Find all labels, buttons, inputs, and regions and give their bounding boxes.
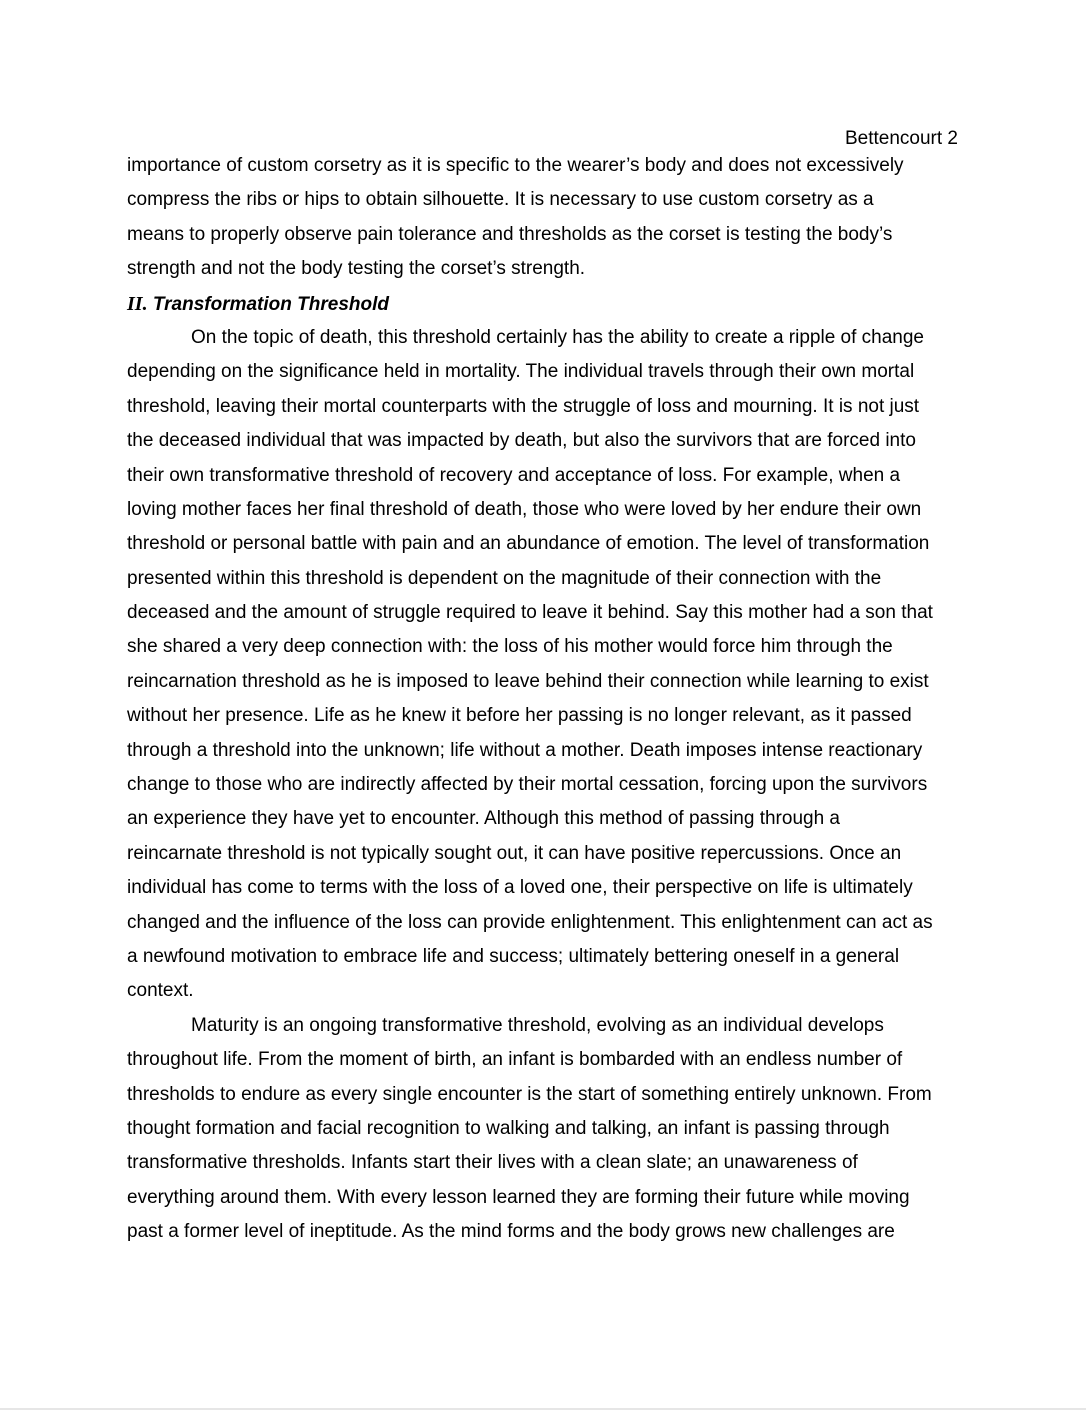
text-line: the deceased individual that was impacted by death, but also the survivors that are forced into bbox=[127, 430, 916, 452]
section-numeral: II. bbox=[127, 292, 148, 315]
running-head: Bettencourt 2 bbox=[844, 128, 958, 149]
section-title: Transformation Threshold bbox=[152, 293, 389, 315]
text-line: she shared a very deep connection with: the loss of his mother would force him through the bbox=[127, 636, 893, 658]
text-line: thought formation and facial recognition to walking and talking, an infant is passing through bbox=[127, 1117, 890, 1139]
text-line: a newfound motivation to embrace life and success; ultimately bettering oneself in a general bbox=[127, 945, 900, 967]
text-line: individual has come to terms with the loss of a loved one, their perspective on life is ultimately bbox=[127, 877, 913, 899]
text-line: context. bbox=[127, 980, 194, 1002]
text-line: threshold or personal battle with pain and an abundance of emotion. The level of transformation bbox=[127, 533, 930, 555]
text-line: their own transformative threshold of recovery and acceptance of loss. For example, when a bbox=[127, 464, 901, 486]
text-line: without her presence. Life as he knew it before her passing is no longer relevant, as it passed bbox=[127, 705, 912, 727]
text-line: threshold, leaving their mortal counterparts with the struggle of loss and mourning. It is not just bbox=[127, 395, 920, 417]
text-line: past a former level of ineptitude. As the mind forms and the body grows new challenges are bbox=[127, 1221, 895, 1243]
text-line: depending on the significance held in mortality. The individual travels through their own mortal bbox=[127, 361, 915, 383]
text-line: throughout life. From the moment of birth, an infant is bombarded with an endless number of bbox=[127, 1049, 903, 1071]
text-line: transformative thresholds. Infants start their lives with a clean slate; an unawareness of bbox=[127, 1152, 858, 1174]
maturity-paragraph bbox=[127, 1009, 962, 1250]
text-line: presented within this threshold is dependent on the magnitude of their connection with the bbox=[127, 567, 882, 589]
death-paragraph bbox=[127, 321, 962, 1009]
body-text bbox=[127, 149, 962, 1250]
text-line: changed and the influence of the loss can provide enlightenment. This enlightenment can act as bbox=[127, 911, 933, 933]
text-line: reincarnation threshold as he is imposed to leave behind their connection while learning to exist bbox=[127, 670, 929, 692]
text-line: compress the ribs or hips to obtain silhouette. It is necessary to use custom corsetry as a bbox=[127, 189, 874, 211]
continuation-paragraph bbox=[127, 149, 962, 287]
text-line: change to those who are indirectly affected by their mortal cessation, forcing upon the survivors bbox=[127, 774, 928, 796]
text-line: strength and not the body testing the corset’s strength. bbox=[127, 258, 586, 280]
text-line: deceased and the amount of struggle required to leave it behind. Say this mother had a son that bbox=[127, 602, 933, 624]
text-line: reincarnate threshold is not typically sought out, it can have positive repercussions. Once an bbox=[127, 842, 902, 864]
text-line: through a threshold into the unknown; life without a mother. Death imposes intense reactionary bbox=[127, 739, 923, 761]
section-heading bbox=[127, 287, 962, 321]
text-line: Maturity is an ongoing transformative threshold, evolving as an individual develops bbox=[191, 1014, 884, 1036]
text-line: loving mother faces her final threshold of death, those who were loved by her endure their own bbox=[127, 498, 922, 520]
text-line: an experience they have yet to encounter. Although this method of passing through a bbox=[127, 808, 840, 830]
text-line: means to properly observe pain tolerance and thresholds as the corset is testing the body’s bbox=[127, 223, 893, 245]
text-line: everything around them. With every lesson learned they are forming their future while moving bbox=[127, 1186, 910, 1208]
text-line: importance of custom corsetry as it is specific to the wearer’s body and does not excessively bbox=[127, 155, 904, 176]
text-line: On the topic of death, this threshold certainly has the ability to create a ripple of change bbox=[191, 326, 924, 348]
text-line: thresholds to endure as every single encounter is the start of something entirely unknown. From bbox=[127, 1083, 932, 1105]
